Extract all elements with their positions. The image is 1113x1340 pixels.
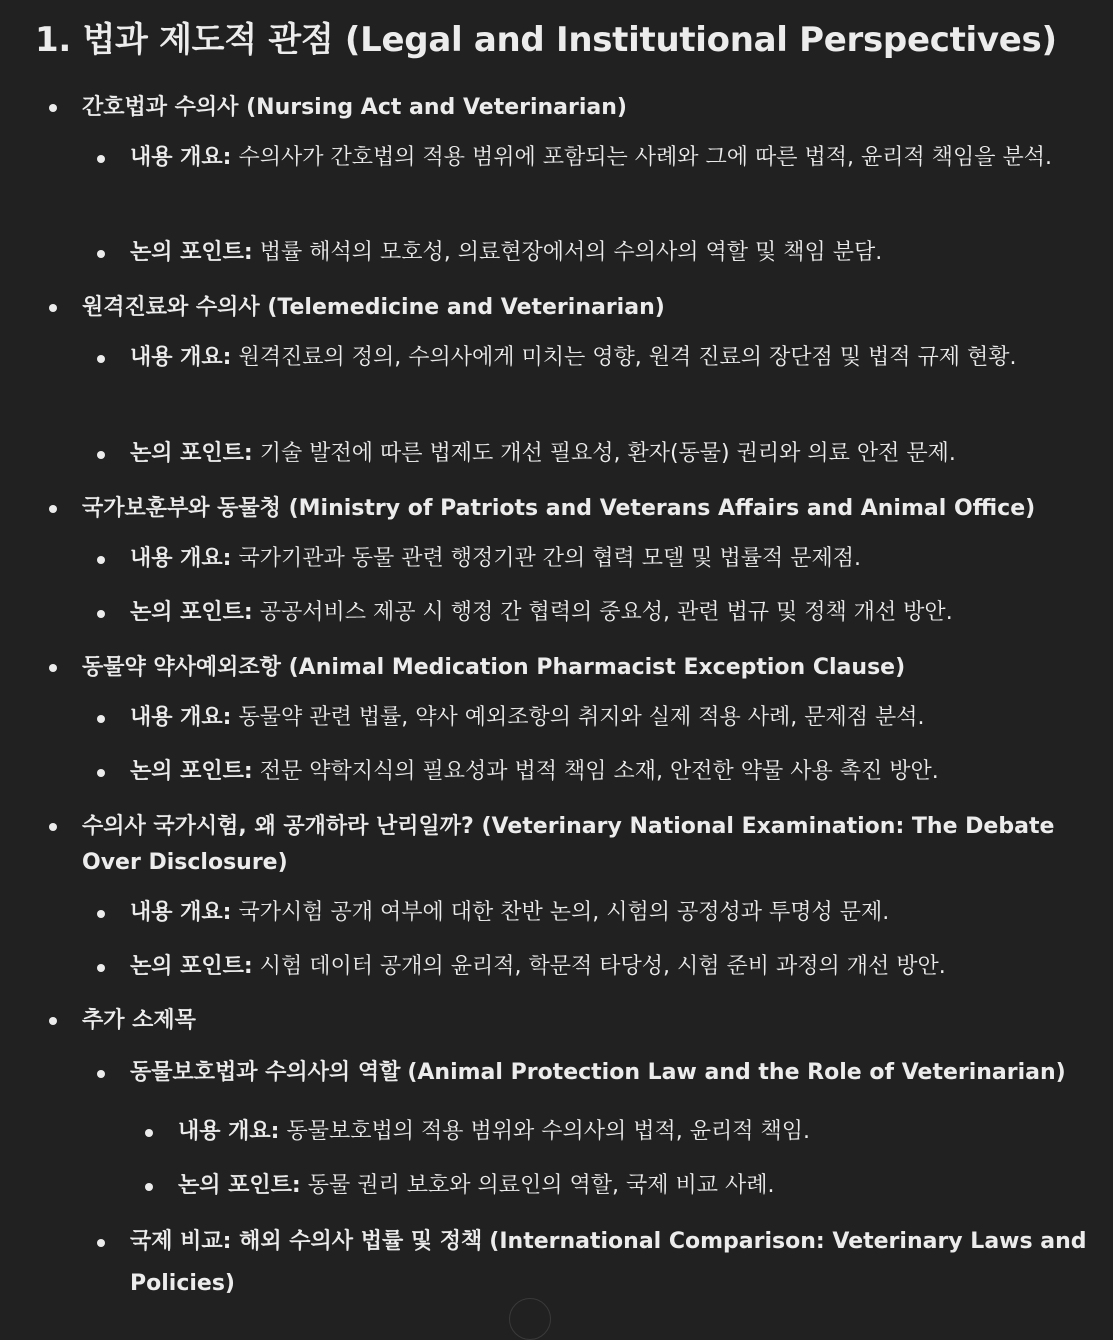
point-label: 논의 포인트: (178, 1173, 301, 1198)
point-label: 논의 포인트: (130, 954, 253, 979)
bullet-icon (145, 1129, 153, 1137)
topic-title-ko: 국가보훈부와 동물청 (82, 496, 281, 521)
bullet-icon (49, 664, 57, 672)
overview-label: 내용 개요: (178, 1119, 280, 1144)
topic-title-en: (Telemedicine and Veterinarian) (267, 295, 665, 320)
point-body: 전문 약학지식의 필요성과 법적 책임 소재, 안전한 약물 사용 촉진 방안. (259, 759, 939, 784)
bullet-icon (97, 155, 105, 163)
topic-title-en: (Veterinary National Examination: The Debate Over Disclosure) (82, 814, 1055, 875)
point-label: 논의 포인트: (130, 441, 253, 466)
topic-title (82, 90, 627, 126)
overview-body: 국가시험 공개 여부에 대한 찬반 논의, 시험의 공정성과 투명성 문제. (238, 900, 890, 925)
point-body: 기술 발전에 따른 법제도 개선 필요성, 환자(동물) 권리와 의료 안전 문제. (259, 441, 956, 466)
overview-body: 수의사가 간호법의 적용 범위에 포함되는 사례와 그에 따른 법적, 윤리적 책임을 분석. (238, 145, 1052, 170)
bullet-icon (97, 964, 105, 972)
bullet-icon (97, 250, 105, 258)
point-label: 논의 포인트: (130, 600, 253, 625)
bullet-icon (49, 505, 57, 513)
overview-text (130, 538, 861, 580)
point-label: 논의 포인트: (130, 759, 253, 784)
topic-title-ko: 간호법과 수의사 (82, 95, 239, 120)
bullet-icon (97, 1239, 105, 1247)
topic-title-en: (Animal Medication Pharmacist Exception Clause) (288, 655, 906, 680)
point-text (130, 592, 953, 634)
point-label: 논의 포인트: (130, 240, 253, 265)
bullet-icon (97, 451, 105, 459)
overview-label: 내용 개요: (130, 900, 232, 925)
topic-title-ko: 원격진료와 수의사 (82, 295, 260, 320)
point-text (130, 433, 956, 475)
topic-title-en: (Nursing Act and Veterinarian) (246, 95, 627, 120)
topic-title-ko: 동물약 약사예외조항 (82, 655, 281, 680)
point-body: 동물 권리 보호와 의료인의 역할, 국제 비교 사례. (307, 1173, 775, 1198)
bullet-icon (49, 104, 57, 112)
point-text (130, 946, 946, 988)
extra-title: 추가 소제목 (82, 1008, 196, 1033)
section-heading: 1. 법과 제도적 관점 (Legal and Institutional Perspectives) (35, 20, 1057, 60)
overview-text (130, 892, 889, 934)
bullet-icon (49, 823, 57, 831)
topic-title-en: (Ministry of Patriots and Veterans Affairs and Animal Office) (288, 496, 1036, 521)
sub-topic-title-en: (Animal Protection Law and the Role of Veterinarian) (407, 1060, 1066, 1085)
bullet-icon (97, 556, 105, 564)
sub-topic-title-ko: 동물보호법과 수의사의 역할 (130, 1060, 401, 1085)
point-body: 공공서비스 제공 시 행정 간 협력의 중요성, 관련 법규 및 정책 개선 방안. (259, 600, 953, 625)
sub-topic-title-en: (International Comparison: Veterinary Laws and Policies) (130, 1229, 1087, 1296)
bullet-icon (97, 355, 105, 363)
overview-label: 내용 개요: (130, 546, 232, 571)
point-text (178, 1165, 774, 1207)
sub-topic-title (130, 1052, 1066, 1094)
overview-label: 내용 개요: (130, 345, 232, 370)
bullet-icon (97, 715, 105, 723)
point-text (130, 751, 939, 793)
topic-title-ko: 수의사 국가시험, 왜 공개하라 난리일까? (82, 814, 474, 839)
bullet-icon (49, 1017, 57, 1025)
bullet-icon (145, 1183, 153, 1191)
point-text (130, 232, 882, 274)
topic-title (82, 809, 1062, 881)
sub-topic-title (130, 1221, 1090, 1305)
overview-body: 원격진료의 정의, 수의사에게 미치는 영향, 원격 진료의 장단점 및 법적 규제 현황. (238, 345, 1017, 370)
bullet-icon (97, 610, 105, 618)
topic-title (82, 290, 665, 326)
point-body: 시험 데이터 공개의 윤리적, 학문적 타당성, 시험 준비 과정의 개선 방안. (259, 954, 946, 979)
overview-text (130, 137, 1090, 179)
overview-text (130, 337, 1090, 379)
overview-body: 국가기관과 동물 관련 행정기관 간의 협력 모델 및 법률적 문제점. (238, 546, 861, 571)
overview-label: 내용 개요: (130, 705, 232, 730)
topic-title (82, 650, 905, 686)
bullet-icon (97, 1070, 105, 1078)
overview-label: 내용 개요: (130, 145, 232, 170)
bullet-icon (49, 304, 57, 312)
overview-text (178, 1111, 810, 1153)
overview-text (130, 697, 924, 739)
topic-title (82, 491, 1035, 527)
overview-body: 동물보호법의 적용 범위와 수의사의 법적, 윤리적 책임. (286, 1119, 810, 1144)
bullet-icon (97, 769, 105, 777)
bullet-icon (97, 910, 105, 918)
sub-topic-title-ko: 국제 비교: 해외 수의사 법률 및 정책 (130, 1229, 483, 1254)
overview-body: 동물약 관련 법률, 약사 예외조항의 취지와 실제 적용 사례, 문제점 분석. (238, 705, 925, 730)
point-body: 법률 해석의 모호성, 의료현장에서의 수의사의 역할 및 책임 분담. (259, 240, 883, 265)
scroll-to-bottom-button[interactable] (509, 1298, 551, 1340)
